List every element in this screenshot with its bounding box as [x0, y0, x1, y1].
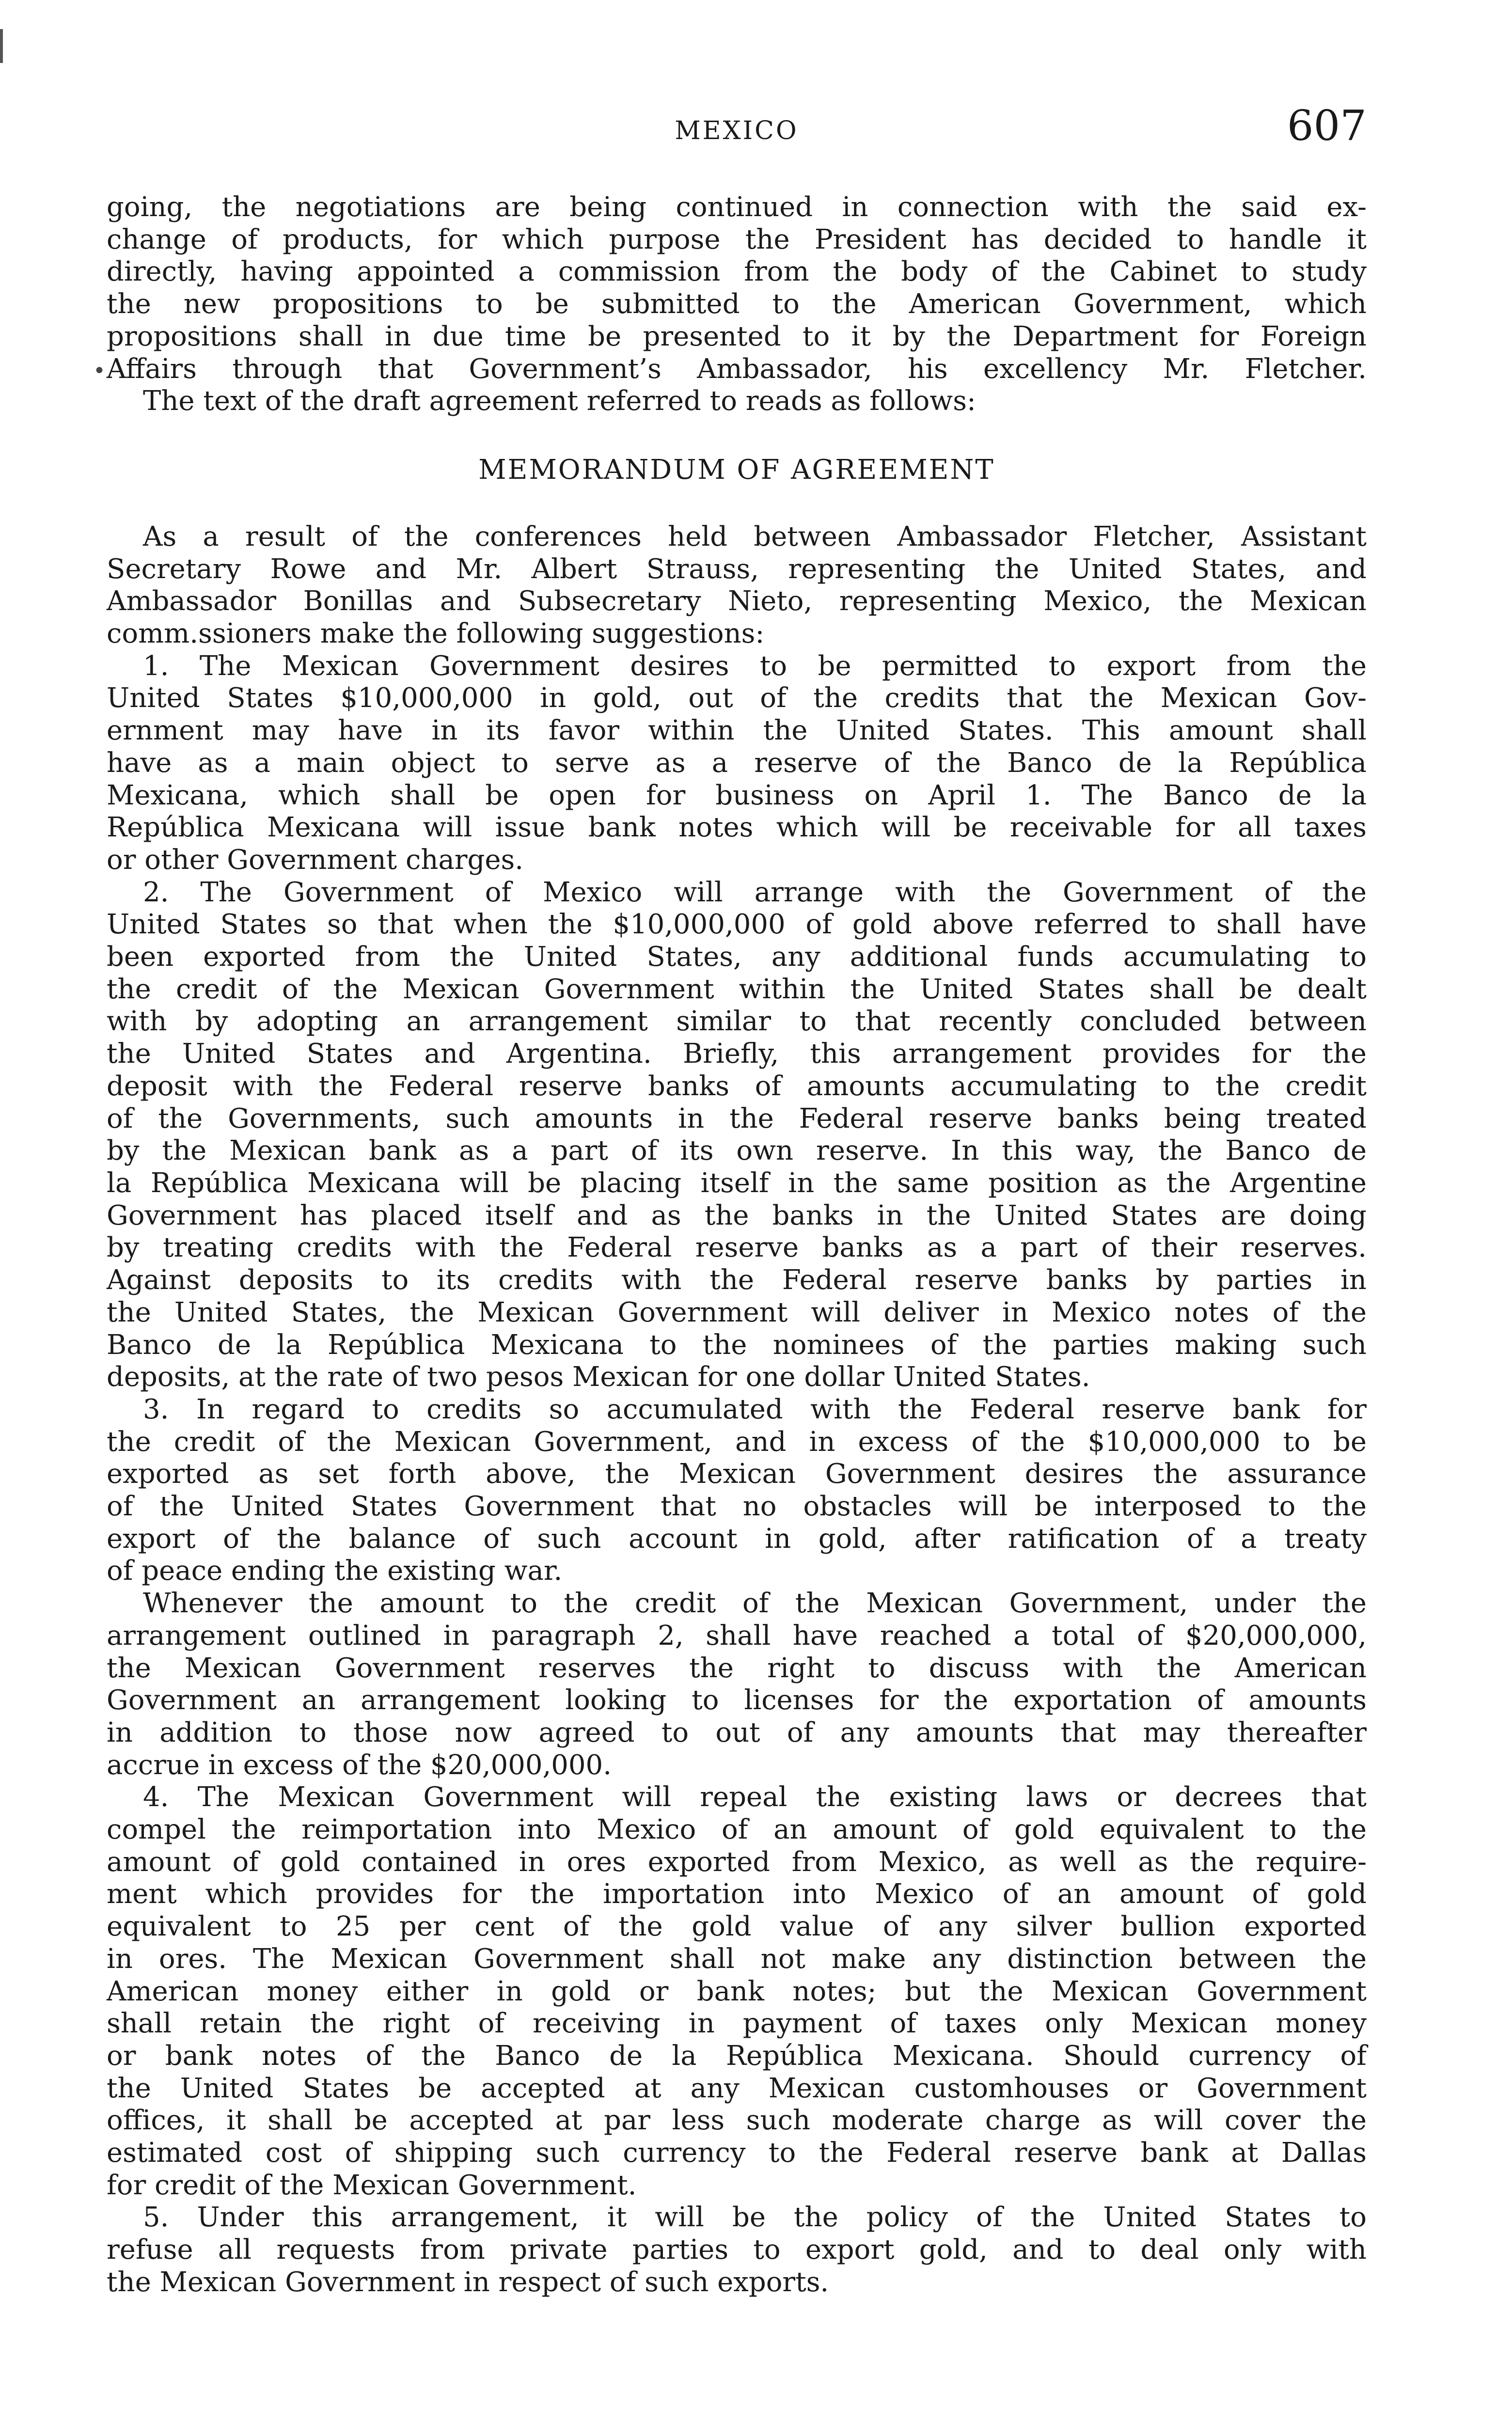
running-head	[107, 102, 1367, 160]
text-line: the Mexican Government reserves the right to discuss with the American	[107, 1652, 1367, 1684]
text-line: United States so that when the $10,000,000 of gold above referred to shall have	[107, 909, 1367, 941]
running-title: MEXICO	[675, 116, 799, 145]
text-line: arrangement outlined in paragraph 2, shall have reached a total of $20,000,000,	[107, 1620, 1367, 1652]
text-line: with by adopting an arrangement similar to that recently concluded between	[107, 1006, 1367, 1038]
text-line: Against deposits to its credits with the Federal reserve banks by parties in	[107, 1264, 1367, 1296]
text-line: American money either in gold or bank notes; but the Mexican Government	[107, 1975, 1367, 2007]
text-line: by the Mexican bank as a part of its own reserve. In this way, the Banco de	[107, 1135, 1367, 1167]
text-line: or bank notes of the Banco de la República Mexicana. Should currency of	[107, 2040, 1367, 2072]
intro-closing-line: The text of the draft agreement referred to reads as follows:	[143, 385, 976, 417]
memorandum-paragraph	[107, 2202, 1367, 2298]
text-line: Secretary Rowe and Mr. Albert Strauss, representing the United States, and	[107, 553, 1367, 585]
text-line: the credit of the Mexican Government within the United States shall be dealt	[107, 973, 1367, 1005]
memorandum-paragraph	[107, 1394, 1367, 1588]
text-line: for credit of the Mexican Government.	[107, 2169, 637, 2201]
text-line: have as a main object to serve as a reserve of the Banco de la República	[107, 747, 1367, 779]
text-line: Ambassador Bonillas and Subsecretary Nieto, representing Mexico, the Mexican	[107, 585, 1367, 617]
text-line: the United States be accepted at any Mexican customhouses or Government	[107, 2072, 1367, 2104]
text-line: deposit with the Federal reserve banks of amounts accumulating to the credit	[107, 1070, 1367, 1102]
text-line: amount of gold contained in ores exported from Mexico, as well as the require-	[107, 1846, 1367, 1878]
text-line: in addition to those now agreed to out of any amounts that may thereafter	[107, 1716, 1367, 1748]
text-line: offices, it shall be accepted at par less such moderate charge as will cover the	[107, 2105, 1367, 2137]
text-line: estimated cost of shipping such currency to the Federal reserve bank at Dallas	[107, 2137, 1367, 2169]
text-line: equivalent to 25 per cent of the gold value of any silver bullion exported	[107, 1911, 1367, 1943]
text-line: change of products, for which purpose the President has decided to handle it	[107, 223, 1367, 255]
intro-paragraph	[107, 191, 1367, 385]
text-line: 4. The Mexican Government will repeal the existing laws or decrees that	[143, 1781, 1367, 1813]
text-line: 5. Under this arrangement, it will be the policy of the United States to	[143, 2202, 1367, 2234]
memorandum-paragraph	[107, 1588, 1367, 1781]
text-line: of the United States Government that no obstacles will be interposed to the	[107, 1491, 1367, 1523]
text-line: export of the balance of such account in gold, after ratification of a treaty	[107, 1523, 1367, 1555]
text-line: Whenever the amount to the credit of the Mexican Government, under the	[143, 1588, 1367, 1620]
text-line: As a result of the conferences held between Ambassador Fletcher, Assistant	[143, 520, 1367, 552]
text-line: Banco de la República Mexicana to the nominees of the parties making such	[107, 1329, 1367, 1361]
text-line: Government has placed itself and as the banks in the United States are doing	[107, 1199, 1367, 1231]
text-line: ment which provides for the importation into Mexico of an amount of gold	[107, 1878, 1367, 1910]
memorandum-paragraph	[107, 1781, 1367, 2202]
text-line: shall retain the right of receiving in payment of taxes only Mexican money	[107, 2008, 1367, 2040]
text-line: refuse all requests from private parties to export gold, and to deal only with	[107, 2234, 1367, 2266]
text-line: the credit of the Mexican Government, and in excess of the $10,000,000 to be	[107, 1426, 1367, 1458]
text-line: propositions shall in due time be presented to it by the Department for Foreign	[107, 320, 1367, 352]
text-line: Mexicana, which shall be open for business on April 1. The Banco de la	[107, 779, 1367, 811]
memorandum-paragraph	[107, 650, 1367, 877]
scan-edge-mark	[0, 29, 3, 63]
margin-mark: •	[93, 359, 106, 383]
document-body	[107, 191, 1367, 2299]
text-line: going, the negotiations are being continued in connection with the said ex-	[107, 191, 1367, 223]
text-line: in ores. The Mexican Government shall not make any distinction between the	[107, 1943, 1367, 1975]
text-line: the United States, the Mexican Government will deliver in Mexico notes of the	[107, 1296, 1367, 1328]
text-line: República Mexicana will issue bank notes which will be receivable for all taxes	[107, 812, 1367, 844]
text-line: 2. The Government of Mexico will arrange with the Government of the	[143, 876, 1367, 908]
memorandum-paragraph	[107, 877, 1367, 1394]
text-line: Government an arrangement looking to licenses for the exportation of amounts	[107, 1684, 1367, 1716]
text-line: accrue in excess of the $20,000,000.	[107, 1749, 612, 1781]
memorandum-body	[107, 521, 1367, 2299]
text-line: ernment may have in its favor within the United States. This amount shall	[107, 715, 1367, 747]
text-line: the new propositions to be submitted to the American Government, which	[107, 288, 1367, 320]
text-line: directly, having appointed a commission from the body of the Cabinet to study	[107, 256, 1367, 288]
text-line: 3. In regard to credits so accumulated with the Federal reserve bank for	[143, 1393, 1367, 1425]
text-line: 1. The Mexican Government desires to be permitted to export from the	[143, 650, 1367, 682]
page-number: 607	[1287, 102, 1367, 150]
text-line: Affairs through that Government’s Ambassador, his excellency Mr. Fletcher.	[107, 353, 1367, 385]
text-line: been exported from the United States, any additional funds accumulating to	[107, 941, 1367, 973]
text-line: la República Mexicana will be placing itself in the same position as the Argentine	[107, 1167, 1367, 1199]
text-line: the Mexican Government in respect of such exports.	[107, 2266, 829, 2298]
text-line: deposits, at the rate of two pesos Mexican for one dollar United States.	[107, 1361, 1090, 1393]
text-line: or other Government charges.	[107, 844, 524, 876]
text-line: the United States and Argentina. Briefly, this arrangement provides for the	[107, 1038, 1367, 1070]
text-line: comm.ssioners make the following suggestions:	[107, 618, 765, 650]
text-line: of peace ending the existing war.	[107, 1555, 563, 1587]
text-line: exported as set forth above, the Mexican Government desires the assurance	[107, 1458, 1367, 1490]
text-line: compel the reimportation into Mexico of an amount of gold equivalent to the	[107, 1814, 1367, 1846]
text-line: of the Governments, such amounts in the Federal reserve banks being treated	[107, 1102, 1367, 1134]
memorandum-heading: MEMORANDUM OF AGREEMENT	[478, 454, 995, 486]
text-line: United States $10,000,000 in gold, out of the credits that the Mexican Gov-	[107, 682, 1367, 714]
memorandum-paragraph	[107, 521, 1367, 650]
text-line: by treating credits with the Federal reserve banks as a part of their reserves.	[107, 1232, 1367, 1264]
